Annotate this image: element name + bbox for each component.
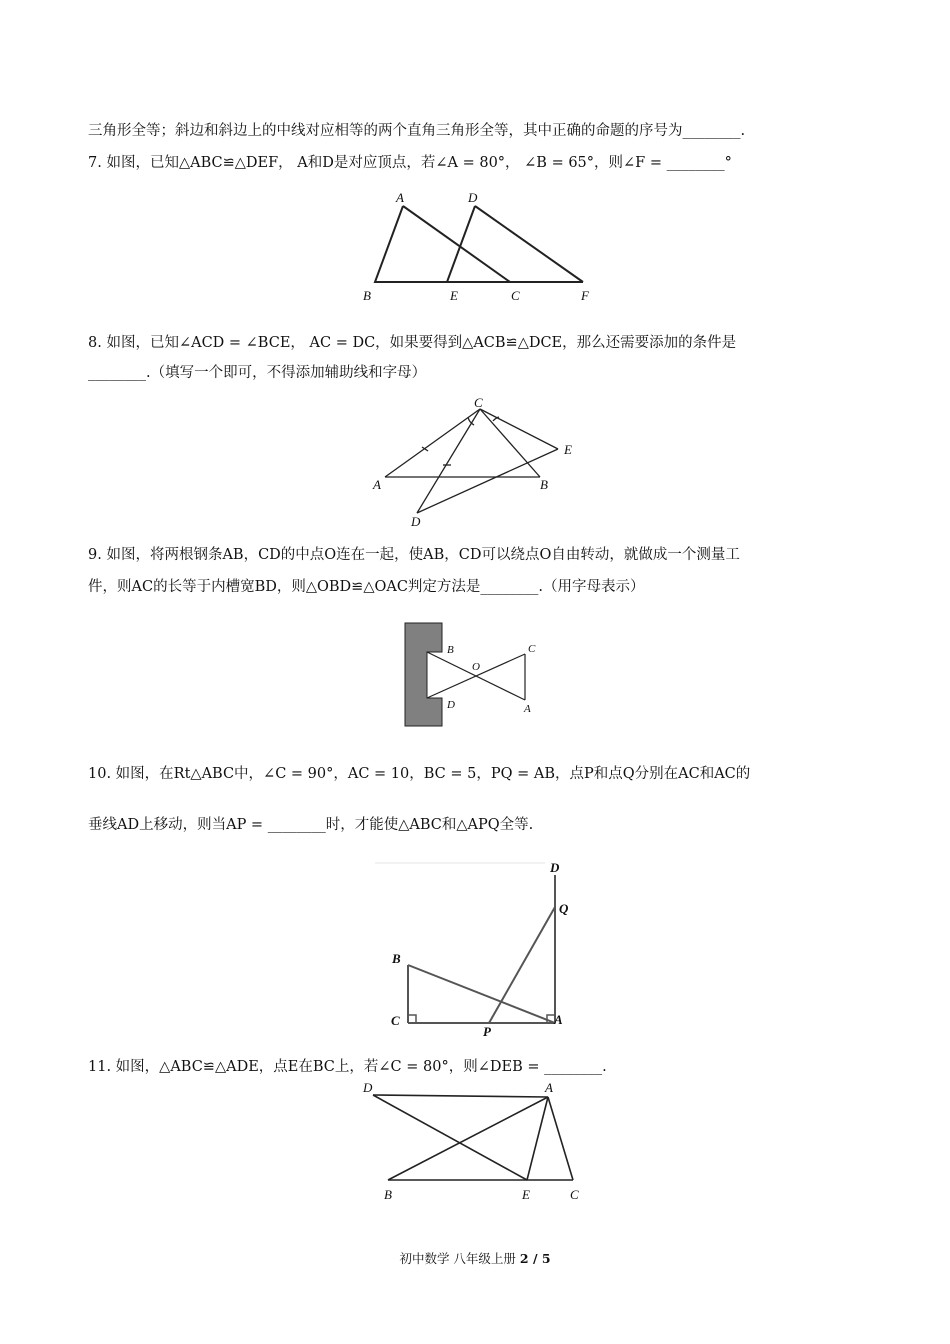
label-o: O bbox=[472, 661, 480, 673]
label-e: E bbox=[522, 1187, 530, 1202]
question-8-line2: ________.（填写一个即可，不得添加辅助线和字母） bbox=[88, 365, 427, 381]
label-c: C bbox=[511, 288, 520, 303]
footer-text: 初中数学 八年级上册 bbox=[399, 1251, 520, 1266]
question-9-line1: 9. 如图，将两根钢条AB，CD的中点O连在一起，使AB，CD可以绕点O自由转动，就做成一个测量工 bbox=[88, 547, 740, 563]
label-d: D bbox=[411, 514, 421, 529]
label-f: F bbox=[581, 288, 589, 303]
label-d: D bbox=[447, 699, 455, 711]
label-a: A bbox=[524, 703, 531, 715]
figure-8 bbox=[365, 395, 595, 530]
label-e: E bbox=[450, 288, 458, 303]
page-footer bbox=[0, 1249, 950, 1267]
figure-11 bbox=[355, 1075, 595, 1205]
page-number: 2 / 5 bbox=[519, 1251, 551, 1266]
label-e: E bbox=[564, 442, 572, 457]
figure-10 bbox=[370, 855, 590, 1040]
label-d: D bbox=[363, 1080, 373, 1095]
q6-continuation: 三角形全等；斜边和斜边上的中线对应相等的两个直角三角形全等，其中正确的命题的序号为________. bbox=[88, 123, 746, 139]
question-10-line2: 垂线AD上移动，则当AP = ________时，才能使△ABC和△APQ全等. bbox=[88, 817, 534, 833]
triangle-def bbox=[447, 206, 583, 282]
question-10-line1: 10. 如图，在Rt△ABC中，∠C = 90°，AC = 10，BC = 5，PQ = AB，点P和点Q分别在AC和AC的 bbox=[88, 766, 751, 782]
label-a: A bbox=[545, 1080, 553, 1095]
label-a: A bbox=[373, 477, 381, 492]
label-q: Q bbox=[559, 901, 569, 916]
label-a: A bbox=[554, 1012, 563, 1027]
label-d: D bbox=[550, 860, 560, 875]
label-c: C bbox=[570, 1187, 579, 1202]
label-b: B bbox=[392, 951, 401, 966]
figure-7 bbox=[355, 190, 605, 310]
label-c: C bbox=[391, 1013, 400, 1028]
label-b: B bbox=[540, 477, 548, 492]
question-9-line2: 件，则AC的长等于内槽宽BD，则△OBD≌△OAC判定方法是________.（用字母表示） bbox=[88, 579, 645, 595]
label-a: A bbox=[396, 190, 404, 205]
label-b: B bbox=[447, 644, 454, 656]
groove-tool bbox=[405, 623, 442, 726]
label-c: C bbox=[474, 395, 483, 410]
question-7: 7. 如图，已知△ABC≌△DEF， A和D是对应顶点，若∠A = 80°， ∠B = 65°，则∠F = ________° bbox=[88, 155, 732, 171]
label-b: B bbox=[384, 1187, 392, 1202]
label-p: P bbox=[483, 1024, 491, 1039]
question-11: 11. 如图，△ABC≌△ADE，点E在BC上，若∠C = 80°，则∠DEB = ________. bbox=[88, 1059, 607, 1075]
label-c: C bbox=[528, 643, 536, 655]
label-b: B bbox=[363, 288, 371, 303]
figure-9 bbox=[400, 618, 550, 733]
label-d: D bbox=[468, 190, 478, 205]
question-8-line1: 8. 如图，已知∠ACD = ∠BCE， AC = DC，如果要得到△ACB≌△DCE，那么还需要添加的条件是 bbox=[88, 335, 737, 351]
